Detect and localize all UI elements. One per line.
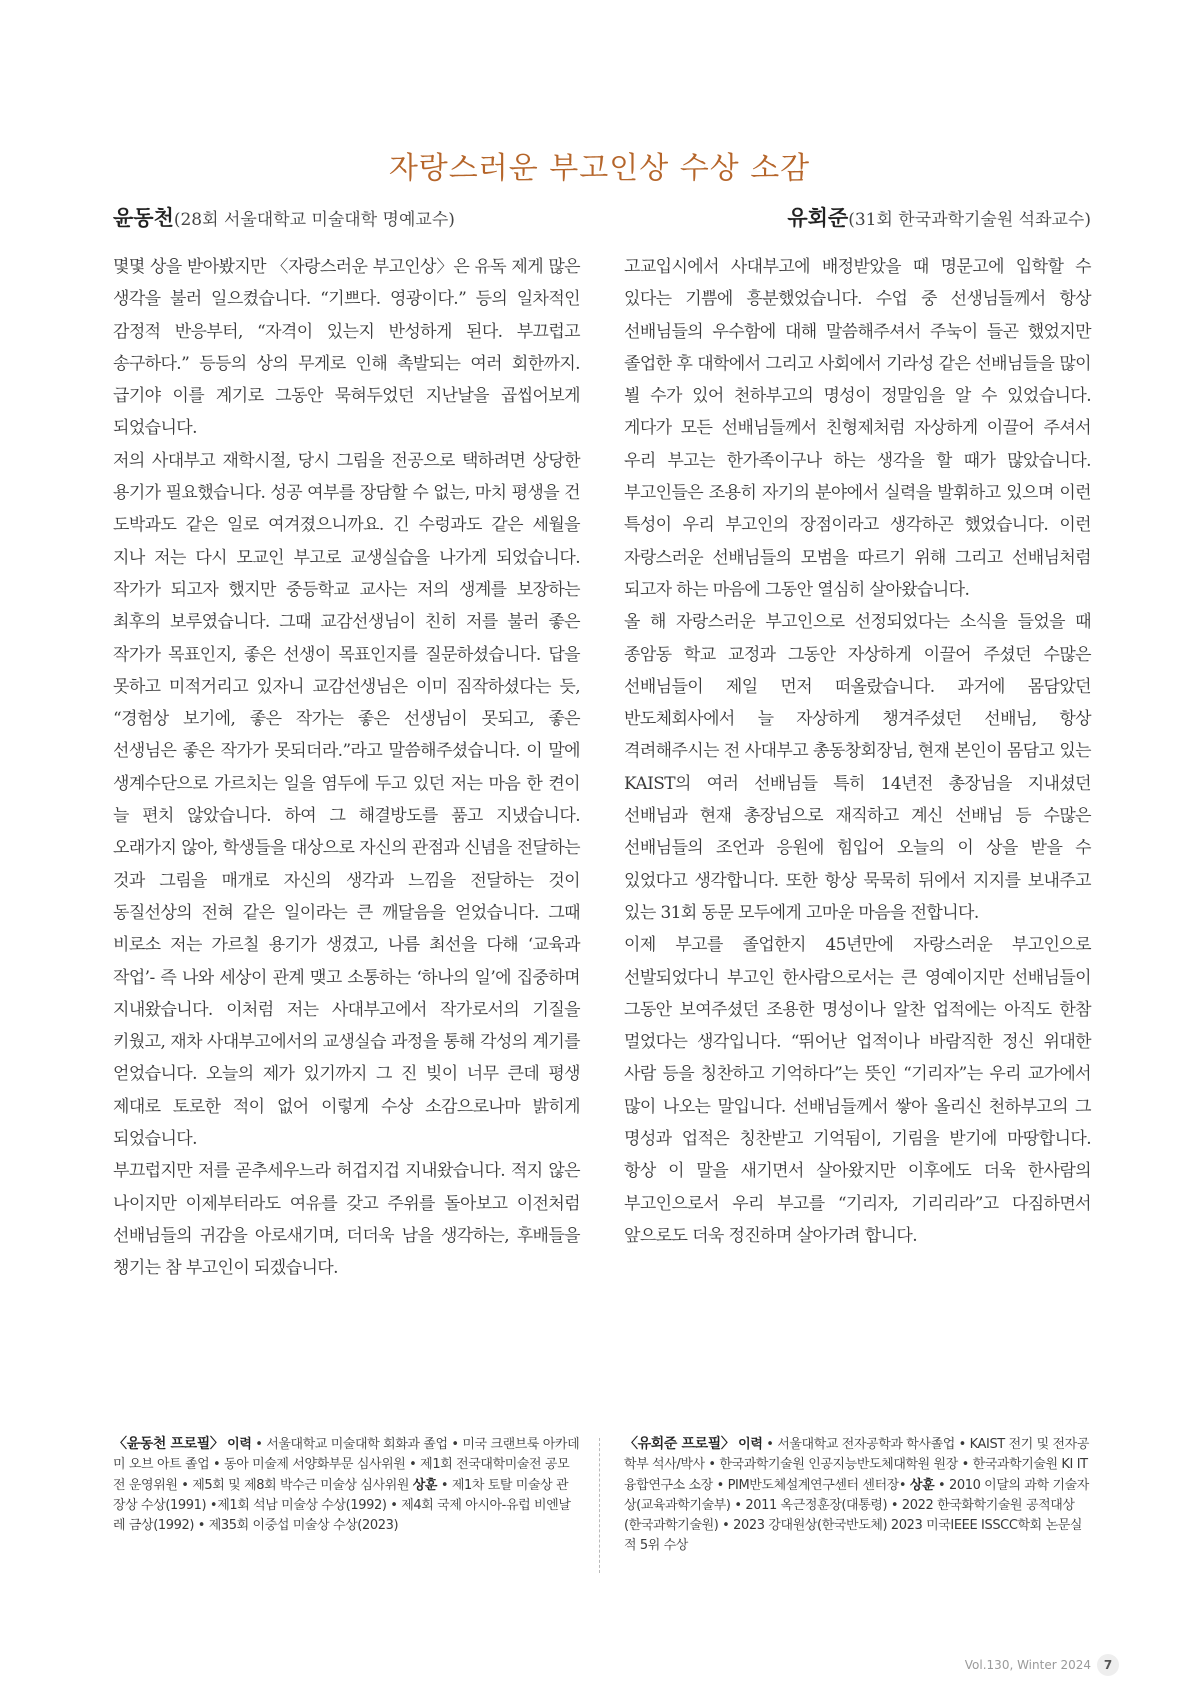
left-column	[113, 202, 580, 1285]
page-footer	[965, 1654, 1119, 1676]
author-affiliation: (28회 서울대학교 미술대학 명예교수)	[173, 210, 455, 230]
essay-body	[113, 251, 580, 1285]
author-affiliation: (31회 한국과학기술원 석좌교수)	[848, 210, 1091, 230]
paragraph: 이제 부고를 졸업한지 45년만에 자랑스러운 부고인으로 선발되었다니 부고인 한사람으로서는 큰 영예이지만 선배님들이 그동안 보여주셨던 조용한 명성이나 알찬 업적에는 아직도 한참 멀었다는 생각입니다. “뛰어난 업적이나 바람직한 정신 위대한 사람 등을 칭찬하고 기억하다”는 뜻인 “기리자”는 우리 교가에서 많이 나오는 말입니다. 선배님들께서 쌓아 올리신 천하부고의 그 명성과 업적은 칭찬받고 기억됨이, 기림을 받기에 마땅합니다. 항상 이 말을 새기면서 살아왔지만 이후에도 더욱 한사람의 부고인으로서 우리 부고를 “기리자, 기리리라”고 다짐하면서 앞으로도 더욱 정진하며 살아가려 합니다.	[624, 935, 1091, 1246]
author-profile	[624, 1434, 1091, 1557]
author-header	[624, 202, 1091, 234]
author-header	[113, 202, 580, 234]
paragraph: 고교입시에서 사대부고에 배정받았을 때 명문고에 입학할 수 있다는 기쁨에 흥분했었습니다. 수업 중 선생님들께서 항상 선배님들의 우수함에 대해 말씀해주셔서 주눅이 들곤 했었지만 졸업한 후 대학에서 그리고 사회에서 기라성 같은 선배님들을 많이 뵐 수가 있어 천하부고의 명성이 정말임을 알 수 있었습니다. 게다가 모든 선배님들께서 친형제처럼 자상하게 이끌어 주셔서 우리 부고는 한가족이구나 하는 생각을 할 때가 많았습니다. 부고인들은 조용히 자기의 분야에서 실력을 발휘하고 있으며 이런 특성이 우리 부고인의 장점이라고 생각하곤 했었습니다. 이런 자랑스러운 선배님들의 모범을 따르기 위해 그리고 선배님처럼 되고자 하는 마음에 그동안 열심히 살아왔습니다.	[624, 257, 1091, 600]
paragraph: 올 해 자랑스러운 부고인으로 선정되었다는 소식을 들었을 때 종암동 학교 교정과 그동안 자상하게 이끌어 주셨던 수많은 선배님들이 제일 먼저 떠올랐습니다. 과거에 몸담았던 반도체회사에서 늘 자상하게 챙겨주셨던 선배님, 항상 격려해주시는 전 사대부고 총동창회장님, 현재 본인이 몸담고 있는 KAIST의 여러 선배님들 특히 14년전 총장님을 지내셨던 선배님과 현재 총장님으로 재직하고 계신 선배님 등 수많은 선배님들의 조언과 응원에 힘입어 오늘의 이 상을 받을 수 있었다고 생각합니다. 또한 항상 묵묵히 뒤에서 지지를 보내주고 있는 31회 동문 모두에게 고마운 마음을 전합니다.	[624, 612, 1091, 923]
author-name: 유회준	[787, 206, 849, 230]
author-profile	[113, 1434, 580, 1536]
awards-label: 상훈	[909, 1477, 935, 1493]
author-name: 윤동천	[113, 206, 174, 230]
page-title: 자랑스러운 부고인상 수상 소감	[388, 151, 811, 186]
awards-text: • 제1차 토탈 미술상 관장상 수상(1991) •제1회 석남 미술상 수상(1992) • 제4회 국제 아시아-유럽 비엔날레 금상(1992) • 제35회 이중섭 미술상 수상(2023)	[113, 1477, 571, 1534]
page-number: 7	[1097, 1654, 1119, 1676]
essay-body	[624, 251, 1091, 1252]
career-text: • 서울대학교 전자공학과 학사졸업 • KAIST 전기 및 전자공학부 석사/박사 • 한국과학기술원 인공지능반도체대학원 원장 • 한국과학기술원 KI IT융합연구소 소장 • PIM반도체설계연구센터 센터장•	[624, 1437, 1089, 1493]
column-divider	[599, 1438, 600, 1573]
paragraph: 몇몇 상을 받아봤지만 〈자랑스러운 부고인상〉은 유독 제게 많은 생각을 불러 일으켰습니다. “기쁘다. 영광이다.” 등의 일차적인 감정적 반응부터, “자격이 있는지 반성하게 된다. 부끄럽고 송구하다.” 등등의 상의 무게로 인해 촉발되는 여러 회한까지. 급기야 이를 계기로 그동안 묵혀두었던 지난날을 곱씹어보게 되었습니다.	[113, 257, 580, 439]
profile-title: 〈윤동천 프로필〉	[113, 1436, 224, 1452]
awards-label: 상훈	[412, 1477, 438, 1493]
career-label: 이력	[738, 1437, 763, 1452]
awards-text: • 2010 이달의 과학 기술자상(교육과학기술부) • 2011 옥근정훈장(대통령) • 2022 한국화학기술원 공적대상(한국과학기술원) • 2023 강대원상(한국반도체) 2023 미국IEEE ISSCC학회 논문실적 5위 수상	[624, 1477, 1089, 1554]
paragraph: 부끄럽지만 저를 곧추세우느라 허겁지겁 지내왔습니다. 적지 않은 나이지만 이제부터라도 여유를 갖고 주위를 돌아보고 이전처럼 선배님들의 귀감을 아로새기며, 더더욱 남을 생각하는, 후배들을 챙기는 참 부고인이 되겠습니다.	[113, 1161, 580, 1279]
issue-label: Vol.130, Winter 2024	[964, 1658, 1091, 1672]
right-column	[624, 202, 1091, 1252]
paragraph: 저의 사대부고 재학시절, 당시 그림을 전공으로 택하려면 상당한 용기가 필요했습니다. 성공 여부를 장담할 수 없는, 마치 평생을 건 도박과도 같은 일로 여겨졌으니까요. 긴 수렁과도 같은 세월을 지나 저는 다시 모교인 부고로 교생실습을 나가게 되었습니다. 작가가 되고자 했지만 중등학교 교사는 저의 생계를 보장하는 최후의 보루였습니다. 그때 교감선생님이 친히 저를 불러 좋은 작가가 목표인지, 좋은 선생이 목표인지를 질문하셨습니다. 답을 못하고 미적거리고 있자니 교감선생님은 이미 짐작하셨다는 듯, “경험상 보기에, 좋은 작가는 좋은 선생님이 못되고, 좋은 선생님은 좋은 작가가 못되더라.”라고 말씀해주셨습니다. 이 말에 생계수단으로 가르치는 일을 염두에 두고 있던 저는 마음 한 켠이 늘 편치 않았습니다. 하여 그 해결방도를 품고 지냈습니다. 오래가지 않아, 학생들을 대상으로 자신의 관점과 신념을 전달하는 것과 그림을 매개로 자신의 생각과 느낌을 전달하는 것이 동질선상의 전혀 같은 일이라는 큰 깨달음을 얻었습니다. 그때 비로소 저는 가르칠 용기가 생겼고, 나름 최선을 다해 ‘교육과 작업’- 즉 나와 세상이 관계 맺고 소통하는 ‘하나의 일’에 집중하며 지내왔습니다. 이처럼 저는 사대부고에서 작가로서의 기질을 키웠고, 재차 사대부고에서의 교생실습 과정을 통해 각성의 계기를 얻었습니다. 오늘의 제가 있기까지 그 진 빚이 너무 큰데 평생 제대로 토로한 적이 없어 이렇게 수상 소감으로나마 밝히게 되었습니다.	[113, 450, 580, 1150]
profile-title: 〈유회준 프로필〉	[624, 1436, 735, 1452]
career-label: 이력	[227, 1437, 252, 1452]
career-text: • 서울대학교 미술대학 회화과 졸업 • 미국 크랜브룩 아카데미 오브 아트 졸업 • 동아 미술제 서양화부문 심사위원 • 제1회 전국대학미술전 공모전 운영위원 • 제5회 및 제8회 박수근 미술상 심사위원	[113, 1437, 580, 1493]
